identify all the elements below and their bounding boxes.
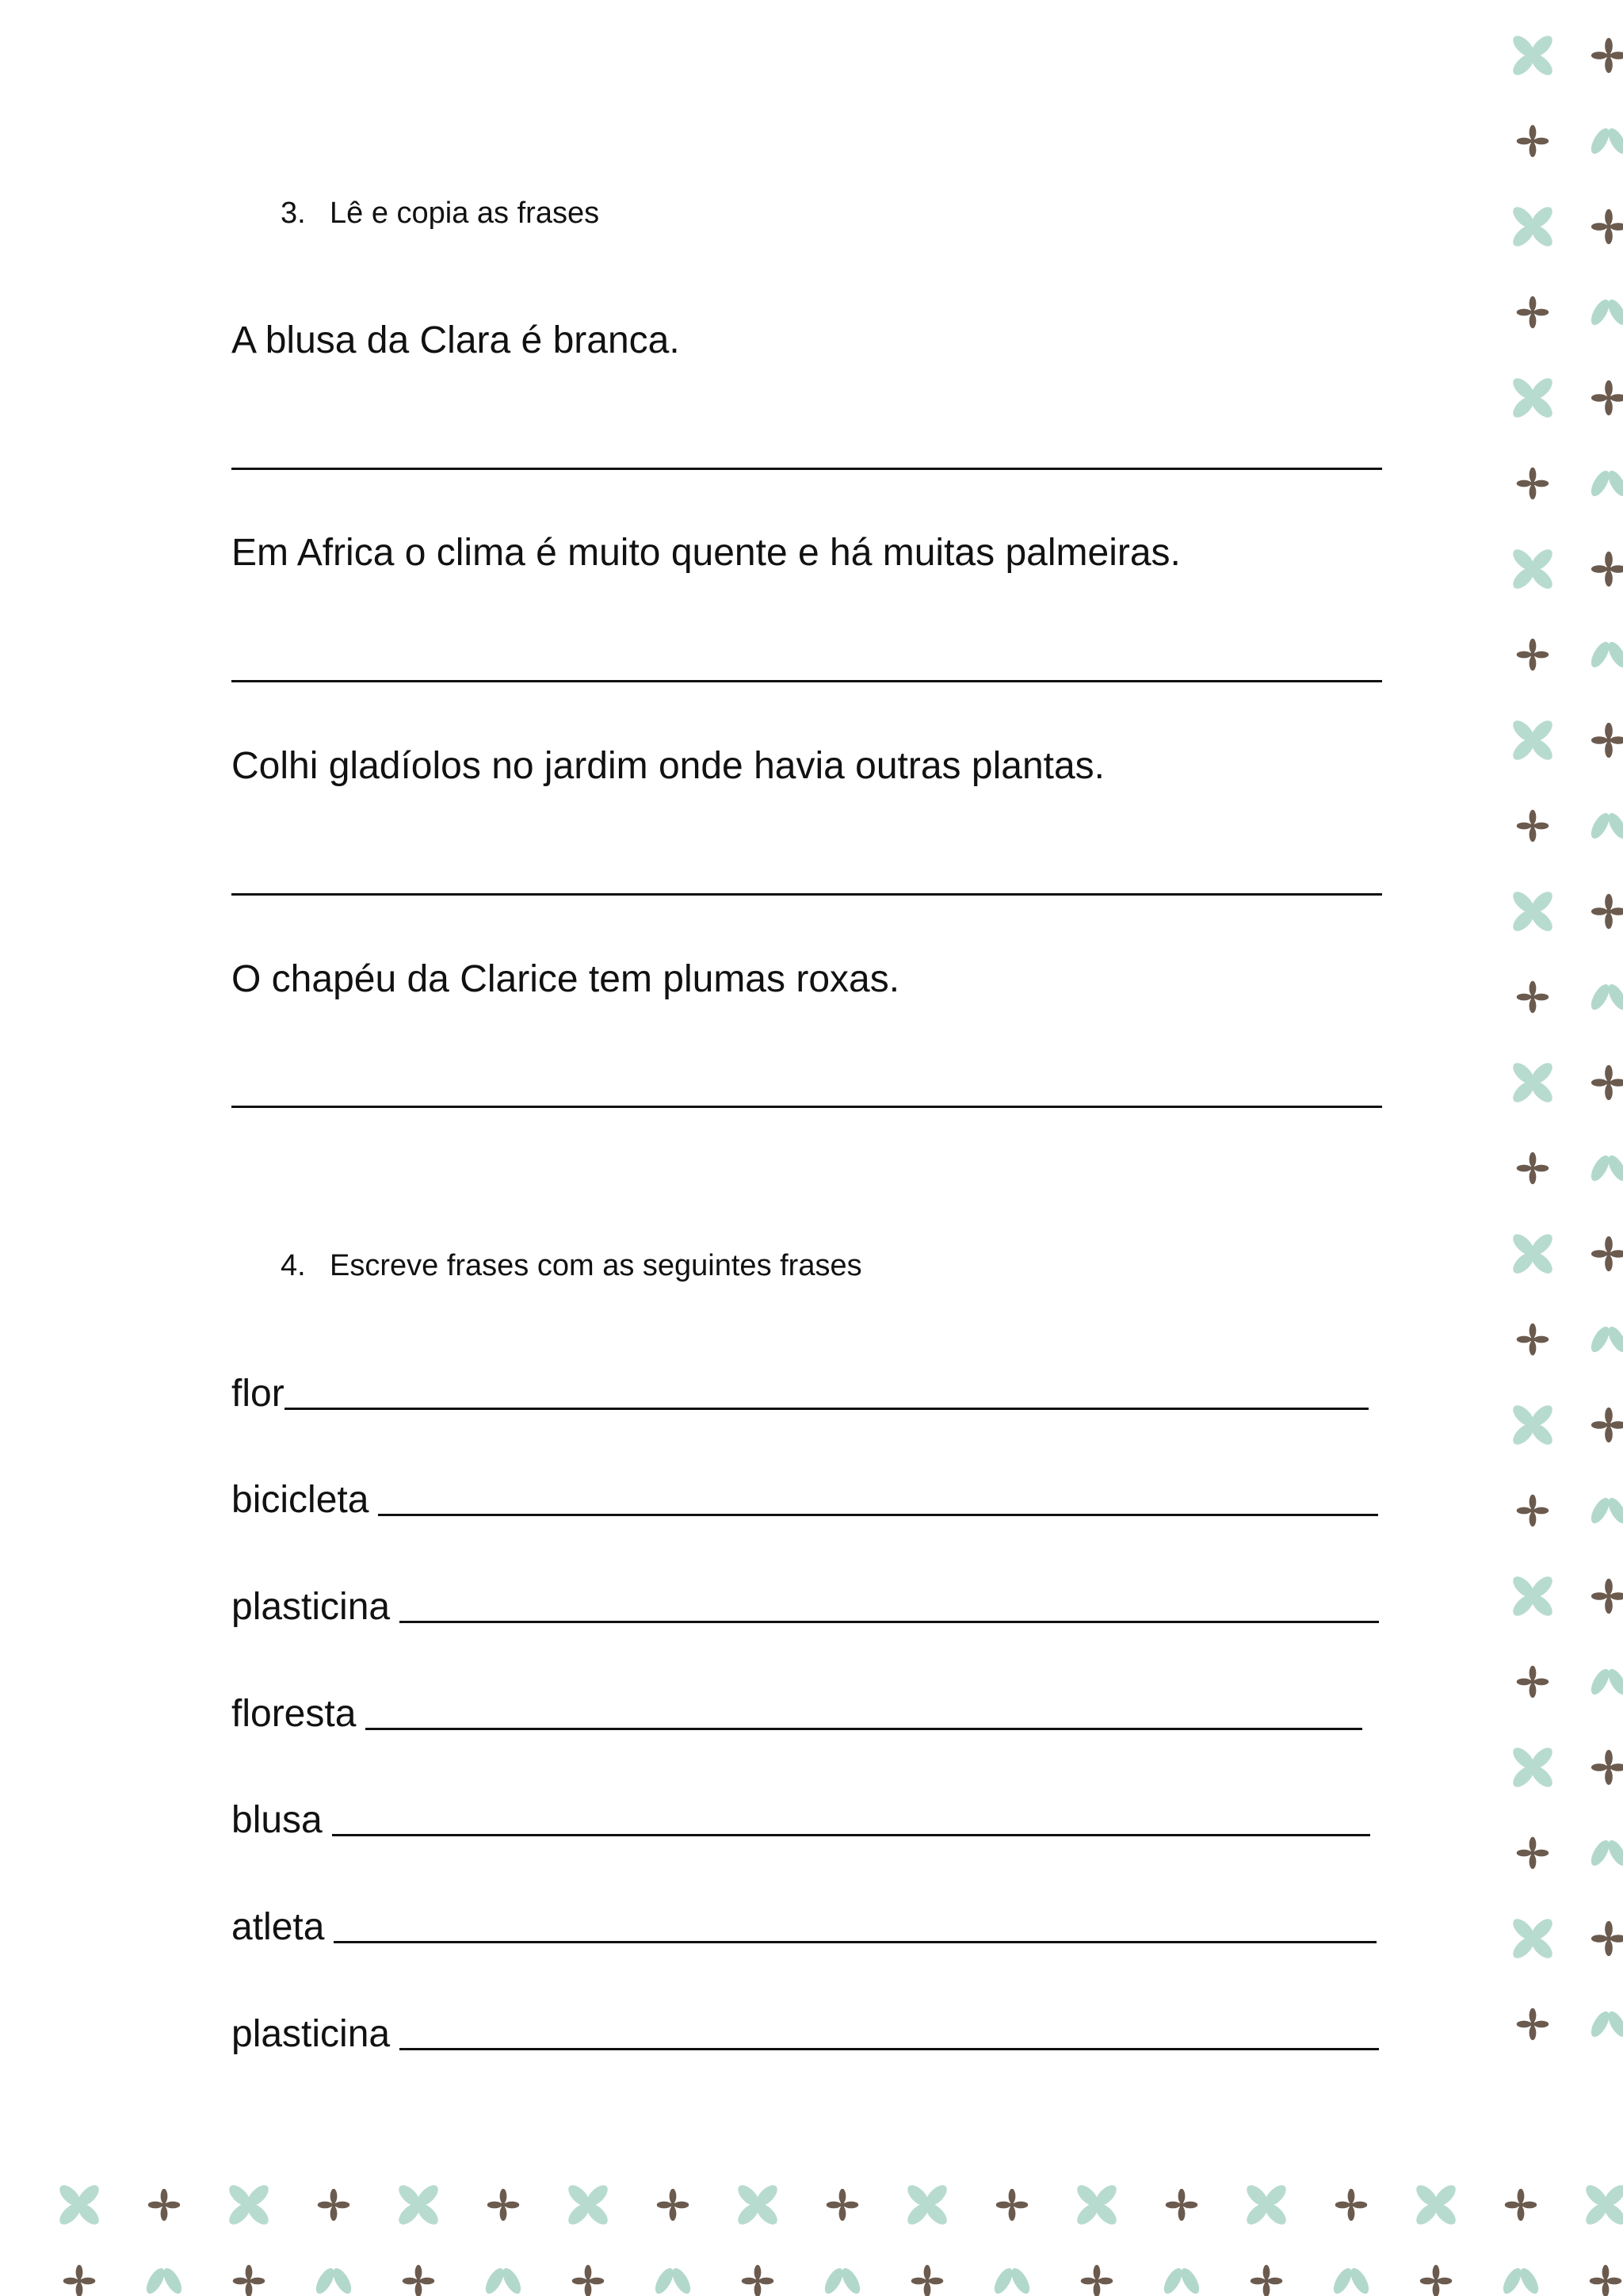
flower-motif — [904, 2182, 951, 2229]
flower-motif — [1074, 2182, 1121, 2229]
leaf-motif — [1160, 2265, 1202, 2296]
word-label: plasticina — [231, 2013, 391, 2055]
star-flower-motif — [1505, 2189, 1537, 2221]
flower-motif — [395, 2182, 442, 2229]
leaf-motif — [1587, 296, 1623, 327]
star-flower-motif — [572, 2265, 604, 2296]
star-flower-motif — [1591, 1579, 1623, 1614]
flower-motif — [1510, 717, 1556, 764]
exercise-4-heading — [281, 1248, 862, 1283]
star-flower-motif — [1590, 2265, 1621, 2296]
leaf-motif — [1587, 2008, 1623, 2039]
write-line[interactable] — [334, 1941, 1377, 1943]
leaf-motif — [143, 2265, 185, 2296]
word-row-6 — [231, 1902, 1377, 1950]
sentence-2: Em Africa o clima é muito quente e há muitas palmeiras. — [231, 532, 1181, 574]
flower-motif — [1510, 1573, 1556, 1620]
star-flower-motif — [1517, 1152, 1549, 1184]
star-flower-motif — [1591, 1750, 1623, 1785]
copy-line-4[interactable] — [231, 1106, 1382, 1108]
leaf-motif — [312, 2265, 354, 2296]
star-flower-motif — [403, 2265, 434, 2296]
star-flower-motif — [1081, 2265, 1113, 2296]
star-flower-motif — [1517, 639, 1549, 670]
word-label: plasticina — [231, 1586, 391, 1628]
leaf-motif — [1587, 810, 1623, 841]
star-flower-motif — [1517, 296, 1549, 328]
star-flower-motif — [996, 2189, 1028, 2221]
star-flower-motif — [911, 2265, 943, 2296]
star-flower-motif — [1517, 810, 1549, 842]
sentence-1: A blusa da Clara é branca. — [231, 319, 680, 361]
flower-motif — [1510, 1231, 1556, 1278]
star-flower-motif — [1591, 1921, 1623, 1956]
word-label: atleta — [231, 1906, 325, 1948]
word-label: flor — [231, 1373, 285, 1415]
leaf-motif — [1587, 1152, 1623, 1183]
sentence-3: Colhi gladíolos no jardim onde havia outras plantas. — [231, 745, 1106, 787]
star-flower-motif — [1591, 38, 1623, 73]
star-flower-motif — [1517, 1324, 1549, 1355]
word-row-3 — [231, 1582, 1379, 1629]
star-flower-motif — [318, 2189, 349, 2221]
flower-motif — [1510, 1402, 1556, 1449]
exercise-3-heading — [281, 196, 599, 231]
leaf-motif — [1587, 1495, 1623, 1526]
exercise-4-title: Escreve frases com as seguintes frases — [330, 1249, 862, 1282]
star-flower-motif — [1591, 380, 1623, 415]
star-flower-motif — [1591, 1236, 1623, 1271]
flower-motif — [1510, 546, 1556, 593]
star-flower-motif — [827, 2189, 858, 2221]
bottom-flower-border — [0, 2172, 1623, 2296]
flower-motif — [1413, 2182, 1460, 2229]
star-flower-motif — [1591, 209, 1623, 244]
leaf-motif — [821, 2265, 863, 2296]
leaf-motif — [1587, 1324, 1623, 1354]
star-flower-motif — [1517, 1495, 1549, 1526]
star-flower-motif — [1420, 2265, 1452, 2296]
flower-motif — [1510, 888, 1556, 935]
copy-line-3[interactable] — [231, 893, 1382, 896]
write-line[interactable] — [399, 1621, 1379, 1623]
leaf-motif — [1499, 2265, 1541, 2296]
star-flower-motif — [1591, 894, 1623, 929]
flower-motif — [1510, 1916, 1556, 1962]
exercise-3-title: Lê e copia as frases — [330, 197, 600, 230]
flower-motif — [1510, 204, 1556, 250]
leaf-motif — [1587, 1666, 1623, 1697]
star-flower-motif — [742, 2265, 773, 2296]
worksheet-content — [231, 0, 1396, 2187]
leaf-motif — [482, 2265, 524, 2296]
flower-motif — [1510, 1060, 1556, 1106]
write-line[interactable] — [365, 1728, 1362, 1730]
sentence-4: O chapéu da Clarice tem plumas roxas. — [231, 958, 900, 1000]
word-label: floresta — [231, 1693, 357, 1735]
flower-motif — [1583, 2182, 1623, 2229]
flower-motif — [1243, 2182, 1290, 2229]
word-row-4 — [231, 1689, 1362, 1736]
exercise-3-number: 3. — [281, 197, 306, 230]
leaf-motif — [991, 2265, 1033, 2296]
star-flower-motif — [1517, 981, 1549, 1013]
write-line[interactable] — [399, 2048, 1379, 2050]
flower-motif — [1510, 1744, 1556, 1791]
copy-line-2[interactable] — [231, 680, 1382, 682]
star-flower-motif — [148, 2189, 180, 2221]
star-flower-motif — [1591, 1065, 1623, 1100]
star-flower-motif — [1591, 1408, 1623, 1442]
word-label: bicicleta — [231, 1479, 369, 1521]
copy-line-1[interactable] — [231, 468, 1382, 470]
flower-motif — [565, 2182, 612, 2229]
write-line[interactable] — [332, 1834, 1370, 1836]
leaf-motif — [651, 2265, 693, 2296]
word-row-5 — [231, 1795, 1370, 1843]
star-flower-motif — [1517, 1837, 1549, 1869]
leaf-motif — [1587, 1837, 1623, 1868]
leaf-motif — [1330, 2265, 1372, 2296]
word-row-7 — [231, 2009, 1379, 2057]
flower-motif — [735, 2182, 781, 2229]
flower-motif — [1510, 32, 1556, 79]
star-flower-motif — [1517, 2008, 1549, 2040]
star-flower-motif — [1335, 2189, 1367, 2221]
star-flower-motif — [1591, 552, 1623, 586]
star-flower-motif — [1517, 1666, 1549, 1698]
star-flower-motif — [1591, 723, 1623, 758]
word-label: blusa — [231, 1799, 323, 1841]
leaf-motif — [1587, 981, 1623, 1012]
star-flower-motif — [233, 2265, 265, 2296]
write-line[interactable] — [378, 1514, 1378, 1516]
star-flower-motif — [1517, 125, 1549, 157]
word-row-2 — [231, 1475, 1378, 1522]
leaf-motif — [1587, 468, 1623, 499]
star-flower-motif — [487, 2189, 519, 2221]
flower-motif — [56, 2182, 103, 2229]
star-flower-motif — [657, 2189, 689, 2221]
write-line[interactable] — [285, 1408, 1369, 1410]
exercise-4-number: 4. — [281, 1249, 306, 1282]
word-row-1 — [231, 1369, 1369, 1416]
star-flower-motif — [63, 2265, 95, 2296]
star-flower-motif — [1251, 2265, 1282, 2296]
flower-motif — [226, 2182, 273, 2229]
star-flower-motif — [1166, 2189, 1197, 2221]
leaf-motif — [1587, 639, 1623, 670]
right-flower-border — [1498, 24, 1623, 2164]
star-flower-motif — [1517, 468, 1549, 499]
flower-motif — [1510, 375, 1556, 422]
leaf-motif — [1587, 125, 1623, 156]
